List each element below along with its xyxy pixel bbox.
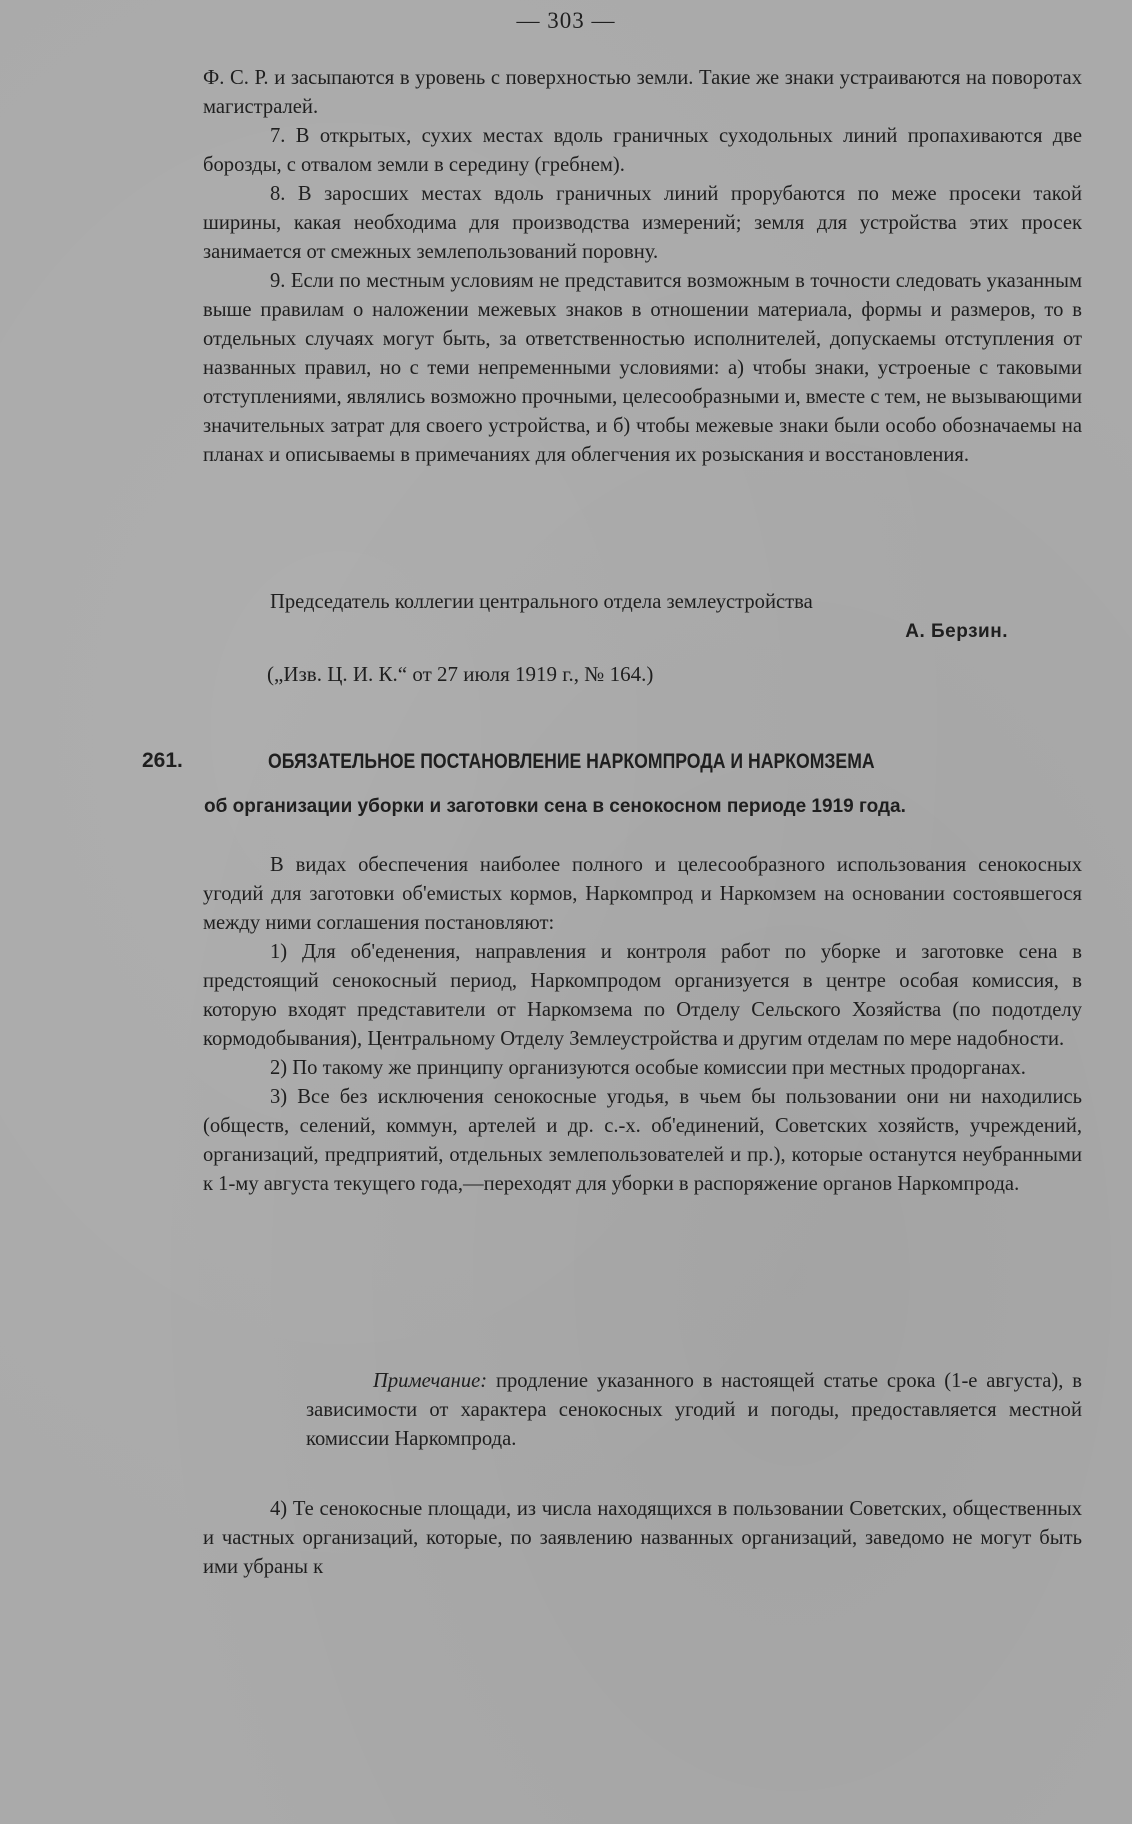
signature-block — [203, 588, 1082, 646]
note-label: Примечание: — [373, 1370, 488, 1392]
signature-name: А. Берзин. — [905, 621, 1008, 642]
paragraph-item-4: 4) Те сенокосные площади, из числа находящихся в пользовании Советских, общественных и частных организаций, которые, по заявлению названных организаций, заведомо не могут быть ими убраны к — [203, 1498, 1082, 1578]
paragraph-item-9: 9. Если по местным условиям не представится возможным в точности следовать указанным выше правилам о наложении межевых знаков в отношении материала, формы и размеров, то в отдельных случаях могут быть, за ответственностью исполнителей, допускаемы отступления от названных правил, но с теми непременными условиями: а) чтобы знаки, устроеные с таковыми отступлениями, являлись возможно прочными, целесообразными и, вместе с тем, не вызывающими значительных затрат для своего устройства, и б) чтобы межевые знаки были особо обозначаемы на планах и описываемы в примечаниях для облегчения их розыскания и восстановления. — [203, 270, 1082, 466]
paragraph-item-3: 3) Все без исключения сенокосные угодья, в чьем бы пользовании они ни находились (обществ, селений, коммун, артелей и др. с.-х. об'единений, Советских хозяйств, учреждений, организаций, предприятий, отдельных землепользователей и пр.), которые останутся неубранными к 1-му августа текущего года,—переходят для уборки в распоряжение органов Наркомпрода. — [203, 1086, 1082, 1195]
citation: („Изв. Ц. И. К.“ от 27 июля 1919 г., № 164.) — [267, 662, 654, 686]
paragraph-item-7: 7. В открытых, сухих местах вдоль граничных суходольных линий пропахиваются две борозды, с отвалом земли в середину (гребнем). — [203, 125, 1082, 176]
body-text-block — [203, 851, 1082, 1199]
page-number: — 303 — — [516, 8, 616, 33]
article-title: ОБЯЗАТЕЛЬНОЕ ПОСТАНОВЛЕНИЕ НАРКОМПРОДА И НАРКОМЗЕМА — [268, 749, 875, 773]
note-text: продление указанного в настоящей статье срока (1-е августа), в зависимости от характера сенокосных угодий и погоды, предоставляется местной комиссии Наркомпрода. — [306, 1370, 1082, 1450]
paragraph-item-8: 8. В заросших местах вдоль граничных линий прорубаются по меже просеки такой ширины, какая необходима для производства измерений; земля для устройства этих просек занимается от смежных землепользований поровну. — [203, 183, 1082, 263]
paragraph-item-2: 2) По такому же принципу организуются особые комиссии при местных продорганах. — [270, 1057, 1026, 1079]
paragraph-preamble: В видах обеспечения наиболее полного и целесообразного использования сенокосных угодий для заготовки об'емистых кормов, Наркомпрод и Наркомзем на основании состоявшегося между ними соглашения постановляют: — [203, 854, 1082, 934]
final-text-block — [203, 1495, 1082, 1582]
note-block — [306, 1367, 1082, 1454]
signature-title: Председатель коллегии центрального отдела землеустройства — [270, 591, 813, 613]
page-edge — [1132, 0, 1146, 1824]
paragraph-item-1: 1) Для об'еденения, направления и контроля работ по уборке и заготовке сена в предстоящий сенокосный период, Наркомпродом организуется в центре особая комиссия, в которую входят представители от Наркомзема по Отделу Сельского Хозяйства (по подотделу кормодобывания), Центральному Отделу Землеустройства и другим отделам по мере надобности. — [203, 941, 1082, 1050]
paragraph-continuation: Ф. С. Р. и засыпаются в уровень с поверхностью земли. Такие же знаки устраиваются на поворотах магистралей. — [203, 67, 1082, 118]
article-subtitle: об организации уборки и заготовки сена в сенокосном периоде 1919 года. — [204, 796, 906, 817]
article-number: 261. — [142, 749, 183, 772]
top-text-block — [203, 64, 1082, 470]
